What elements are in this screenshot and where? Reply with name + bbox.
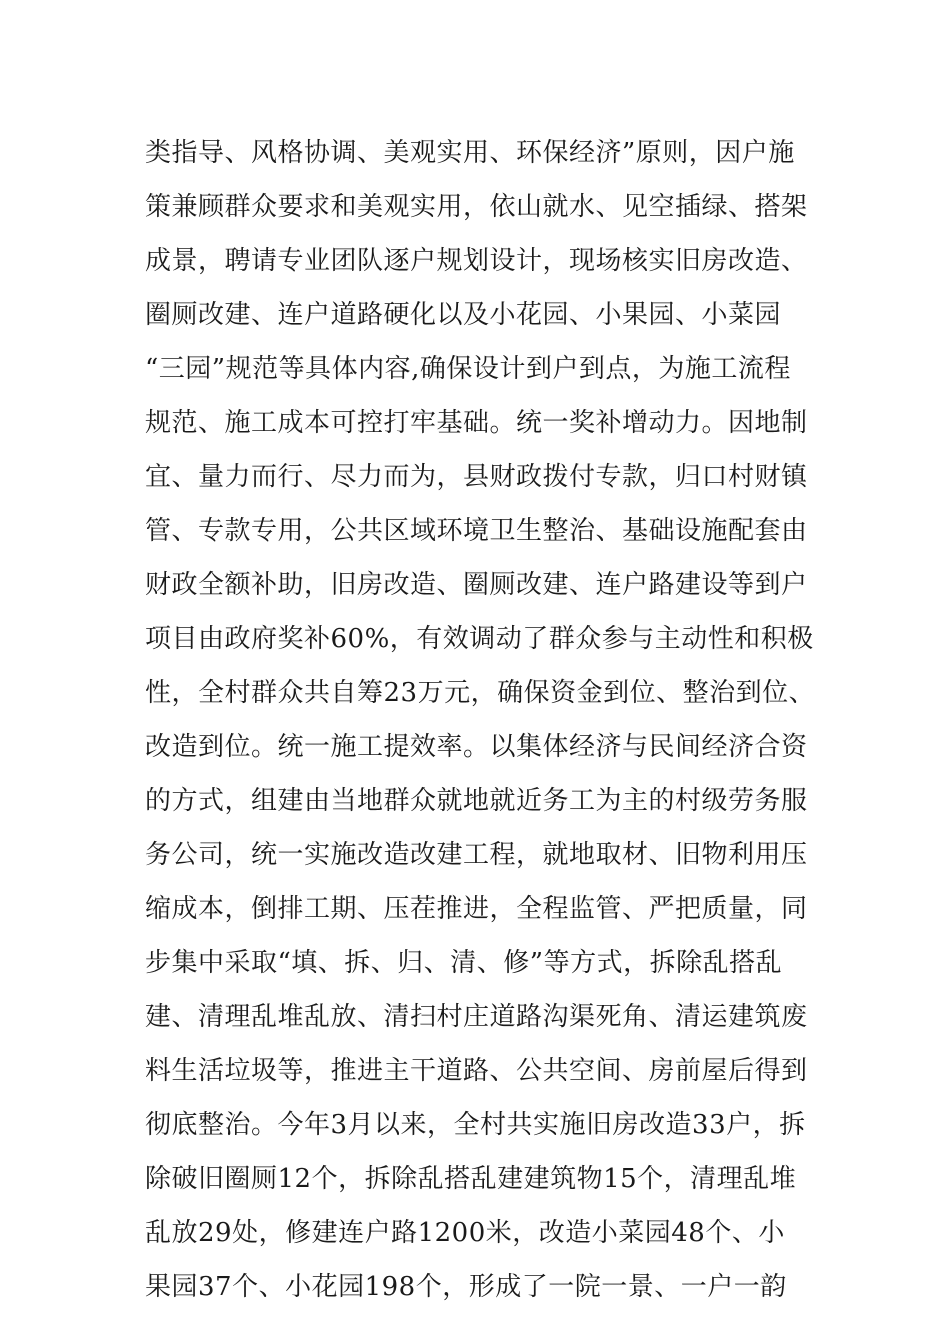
text-line: 彻底整治。今年3月以来，全村共实施旧房改造33户，拆 [145, 1110, 806, 1140]
text-line: 性，全村群众共自筹23万元，确保资金到位、整治到位、 [145, 678, 815, 708]
text-line: 果园37个、小花园198个，形成了一院一景、一户一韵 [145, 1272, 787, 1302]
text-line: 料生活垃圾等，推进主干道路、公共空间、房前屋后得到 [145, 1056, 808, 1086]
text-line: 务公司，统一实施改造改建工程，就地取材、旧物利用压 [145, 840, 808, 870]
text-line: 步集中采取“填、拆、归、清、修”等方式，拆除乱搭乱 [145, 948, 783, 978]
text-line: 圈厕改建、连户道路硬化以及小花园、小果园、小菜园 [145, 300, 782, 330]
text-line: 除破旧圈厕12个，拆除乱搭乱建建筑物15个，清理乱堆 [145, 1164, 797, 1194]
text-line: 项目由政府奖补60%，有效调动了群众参与主动性和积极 [145, 624, 814, 654]
text-line: 策兼顾群众要求和美观实用，依山就水、见空插绿、搭架 [145, 192, 808, 222]
text-line: 管、专款专用，公共区域环境卫生整治、基础设施配套由 [145, 516, 808, 546]
text-line: 改造到位。统一施工提效率。以集体经济与民间经济合资 [145, 732, 808, 762]
text-line: 规范、施工成本可控打牢基础。统一奖补增动力。因地制 [145, 408, 808, 438]
text-line: 乱放29处，修建连户路1200米，改造小菜园48个、小 [145, 1218, 785, 1248]
text-line: 的方式，组建由当地群众就地就近务工为主的村级劳务服 [145, 786, 808, 816]
text-line: 宜、量力而行、尽力而为，县财政拨付专款，归口村财镇 [145, 462, 808, 492]
body-text [145, 126, 815, 1314]
text-line: 类指导、风格协调、美观实用、环保经济”原则，因户施 [145, 138, 795, 168]
text-line: “三园”规范等具体内容,确保设计到户到点，为施工流程 [145, 354, 791, 384]
text-line: 缩成本，倒排工期、压茬推进，全程监管、严把质量，同 [145, 894, 808, 924]
text-line: 财政全额补助，旧房改造、圈厕改建、连户路建设等到户 [145, 570, 808, 600]
text-line: 建、清理乱堆乱放、清扫村庄道路沟渠死角、清运建筑废 [145, 1002, 808, 1032]
text-line: 成景，聘请专业团队逐户规划设计，现场核实旧房改造、 [145, 246, 808, 276]
